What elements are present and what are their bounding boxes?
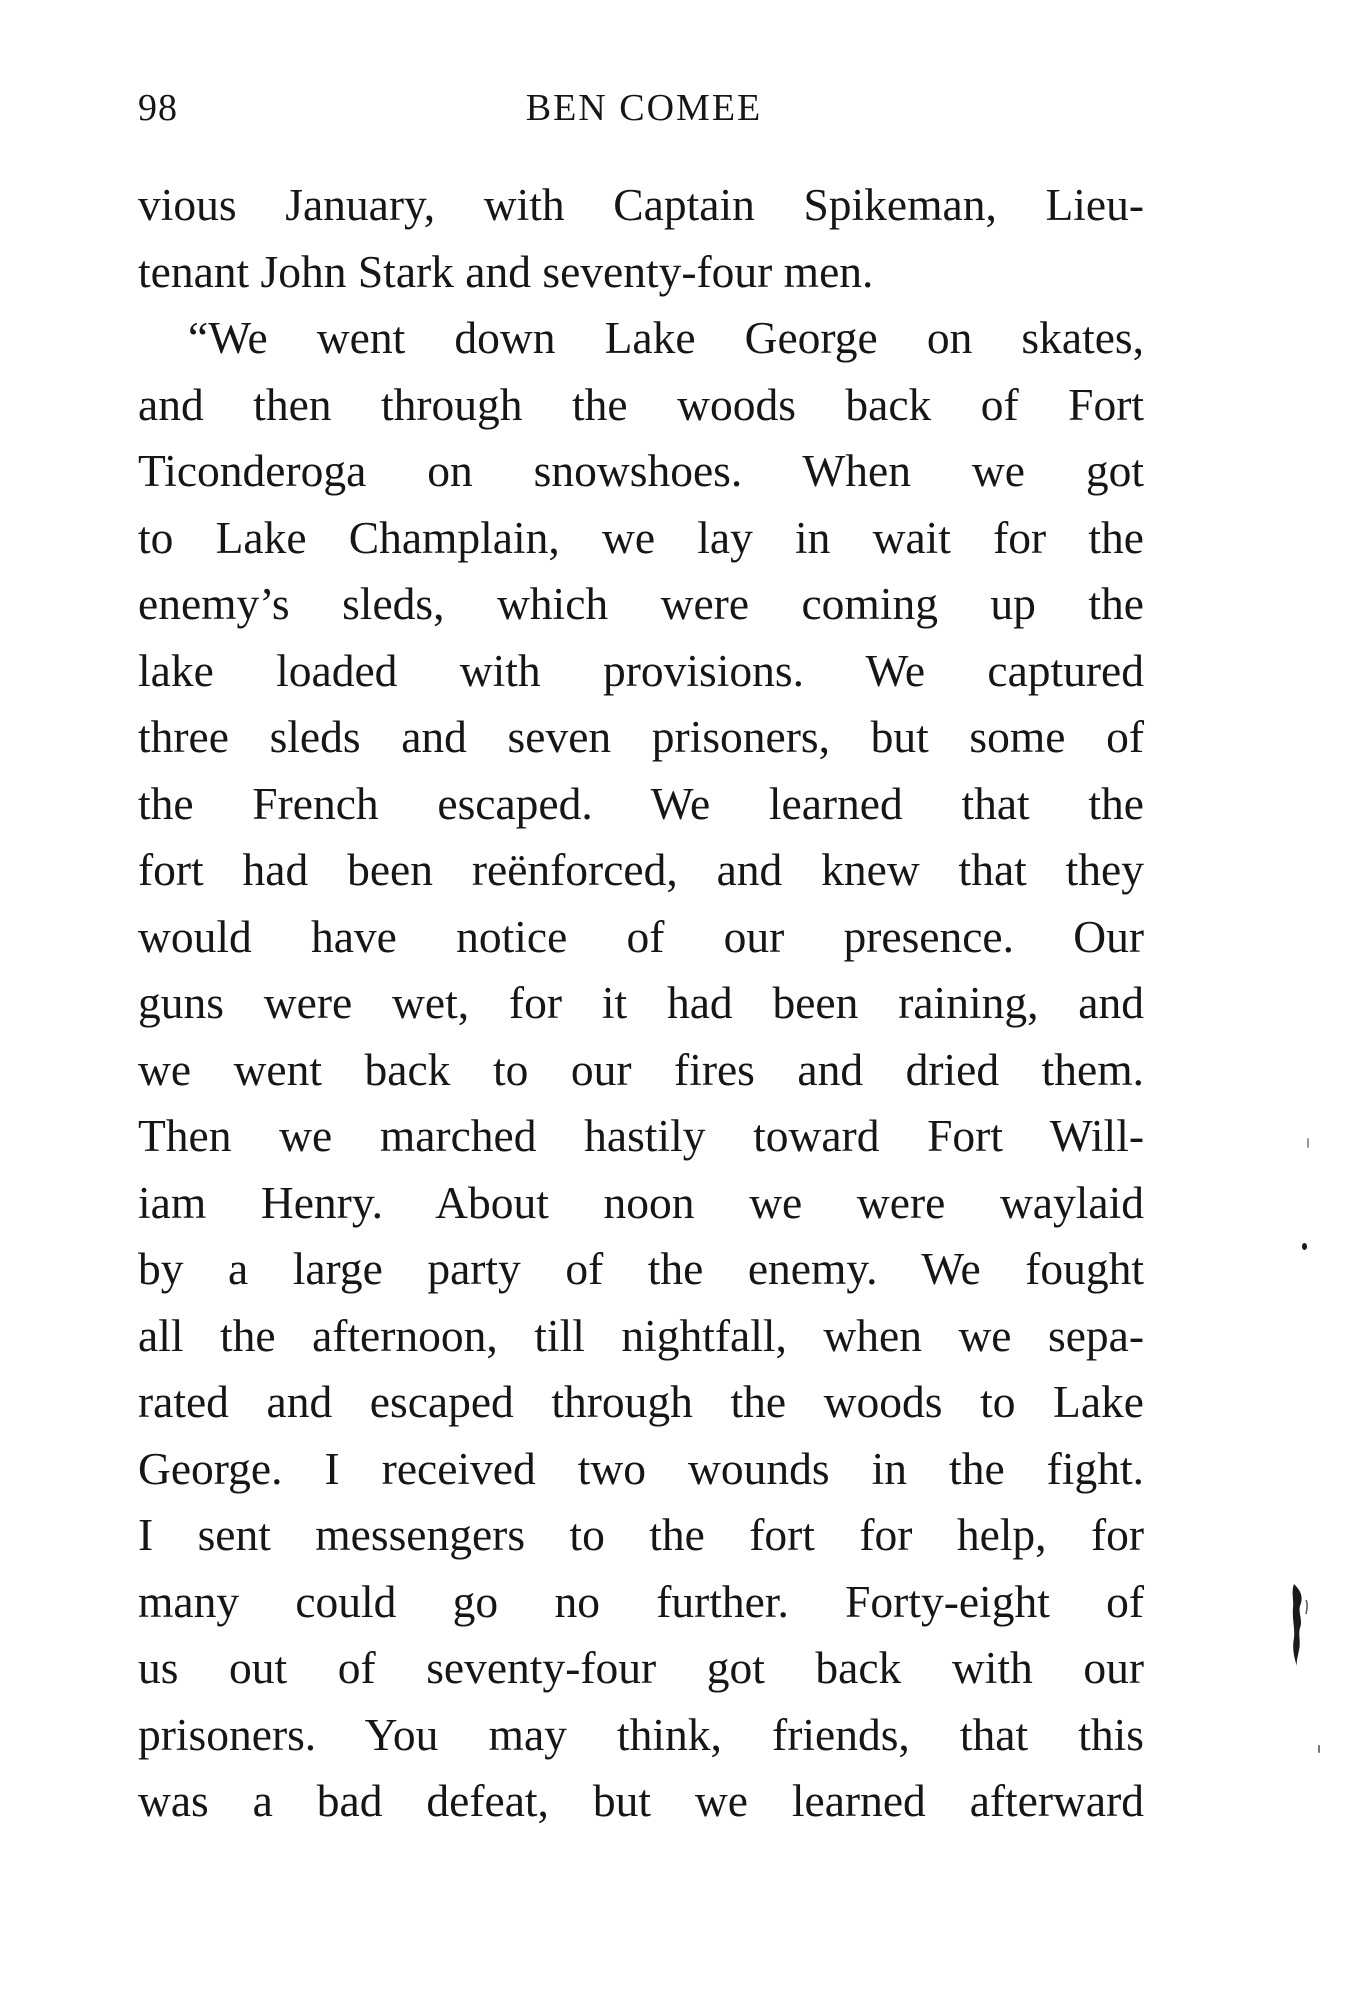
text-line: us out of seventy-four got back with our xyxy=(138,1642,1144,1693)
text-line: guns were wet, for it had been raining, and xyxy=(138,977,1144,1028)
scan-speck xyxy=(1318,1745,1320,1753)
scan-edge-mark xyxy=(1288,1580,1314,1670)
text-line: three sleds and seven prisoners, but some of xyxy=(138,711,1144,762)
text-line: fort had been reënforced, and knew that they xyxy=(138,844,1144,895)
text-line: iam Henry. About noon we were waylaid xyxy=(138,1176,1144,1228)
body-text xyxy=(138,172,1144,1835)
text-line: to Lake Champlain, we lay in wait for the xyxy=(138,511,1144,563)
text-line: rated and escaped through the woods to Lake xyxy=(138,1376,1144,1427)
running-title: BEN COMEE xyxy=(525,87,763,129)
text-line: all the afternoon, till nightfall, when we sepa- xyxy=(138,1309,1144,1361)
text-line: “We went down Lake George on skates, xyxy=(188,312,1144,363)
text-line: George. I received two wounds in the fight. xyxy=(138,1442,1144,1494)
text-line: we went back to our fires and dried them. xyxy=(138,1043,1144,1095)
text-line: prisoners. You may think, friends, that this xyxy=(138,1708,1144,1760)
text-line: and then through the woods back of Fort xyxy=(138,378,1144,430)
scan-speck xyxy=(1307,1138,1309,1148)
text-line: the French escaped. We learned that the xyxy=(138,777,1144,829)
running-head xyxy=(138,78,1144,138)
text-line: many could go no further. Forty-eight of xyxy=(138,1575,1144,1627)
text-line: Then we marched hastily toward Fort Will- xyxy=(138,1110,1144,1161)
text-line: was a bad defeat, but we learned afterward xyxy=(138,1775,1144,1826)
text-line: enemy’s sleds, which were coming up the xyxy=(138,578,1144,629)
text-line: would have notice of our presence. Our xyxy=(138,910,1144,962)
scan-speck xyxy=(1302,1243,1307,1250)
text-line: I sent messengers to the fort for help, for xyxy=(138,1509,1144,1560)
text-line: Ticonderoga on snowshoes. When we got xyxy=(138,445,1144,496)
text-line: lake loaded with provisions. We captured xyxy=(138,644,1144,696)
text-line: tenant John Stark and seventy-four men. xyxy=(138,245,874,297)
text-line: by a large party of the enemy. We fought xyxy=(138,1243,1144,1294)
text-line: vious January, with Captain Spikeman, Lieu- xyxy=(138,179,1144,230)
page-number: 98 xyxy=(138,87,178,129)
